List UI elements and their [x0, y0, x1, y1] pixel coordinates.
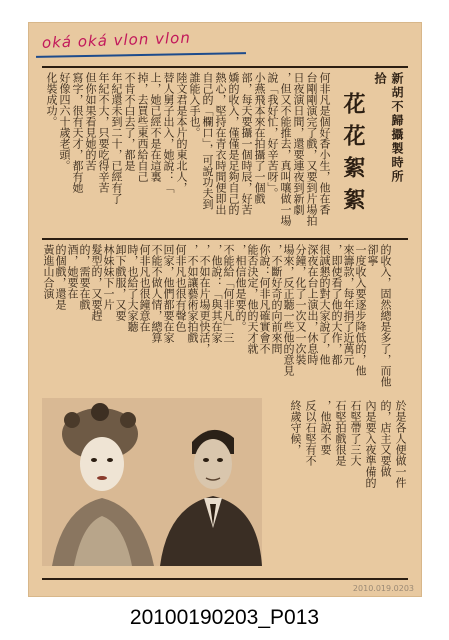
- article-title: 花花絮絮: [340, 92, 366, 220]
- article-byline: 新胡不歸攝製時所拾: [373, 72, 404, 184]
- bottom-rule: [42, 578, 408, 580]
- pencil-annotation: 2010.019.0203: [352, 584, 414, 593]
- article-b-column: 黃進山合演: [42, 244, 55, 299]
- article-b-column: 酒，她要在: [66, 244, 79, 299]
- article-b-column: 時，也給了大家聽: [126, 244, 139, 332]
- article-a-column: 化裝成功。: [45, 72, 58, 127]
- article-a-column: 小燕飛本來在拍攝了一個戲: [253, 72, 266, 204]
- article-a-column: 但你如果看見她的苦: [84, 72, 97, 171]
- article-b-column: ，不如讓藝術家拍戲: [186, 244, 199, 343]
- article-b-column: 分鐘，化了一次又一次裝: [294, 244, 307, 365]
- handwritten-scrawl: oká oká vlon vlon: [41, 28, 192, 52]
- top-rule: [42, 66, 408, 68]
- article-b-column: ，他說：「與其在家: [210, 244, 223, 343]
- article-b-column: 回家，他們都要在家: [162, 244, 175, 343]
- article-b-column: 林妹妹下一片: [102, 244, 115, 310]
- article-b-column: 一度收入要逐步降低的，他: [354, 244, 367, 376]
- article-b-column: 不能給「何非凡」三: [222, 244, 235, 343]
- article-a-column: 掉，去買些東西給自己: [136, 72, 149, 182]
- article-b-column: 能否決定，他的天才就: [246, 244, 259, 354]
- article-b-right-column: 反以石堅有不: [304, 400, 317, 466]
- article-b-column: ，相信他是要的。: [234, 244, 247, 332]
- article-b-column: 很誠懇的對大家說了，他: [318, 244, 331, 365]
- article-a-column: 好像四六十歲老頭。: [58, 72, 71, 171]
- document-page: [28, 22, 422, 597]
- article-a-column: 年紀不大，只要吃得辛苦: [97, 72, 110, 193]
- article-b-column: 你說：何非凡確實會不: [258, 244, 271, 354]
- article-b-column: 場來，反正聽一些他的意見: [282, 244, 295, 376]
- article-b-right-column: ，他說不要: [319, 400, 332, 455]
- article-b-column: 來籌款，每年捐了近萬元: [342, 244, 355, 365]
- photograph: [42, 398, 262, 566]
- article-b-right-column: 於是各人便做一件: [394, 400, 407, 488]
- article-b-column: 卸下戲服，又要: [114, 244, 127, 321]
- article-b-column: 的個戲，還是: [54, 244, 67, 310]
- article-a-column: 嬌的收入，僅僅是足夠自己的: [227, 72, 240, 215]
- article-b-column: ，不斷好奇的向前來問: [270, 244, 283, 354]
- article-b-column: ，不如在片場更快活，: [198, 244, 211, 354]
- article-b-column: 深夜在台上演出，休息時: [306, 244, 319, 365]
- article-b-column: 髮型的，又要趕: [90, 244, 103, 321]
- middle-rule: [42, 238, 408, 240]
- article-b-column: 的，需要在戲: [78, 244, 91, 310]
- article-b-right-column: 內是要入夜準備的: [364, 400, 377, 488]
- article-a-column: ，但又不能推去，真叫嚷做一場: [279, 72, 292, 226]
- article-a-column: 自己的「欄口」，可說功夫到: [201, 72, 214, 210]
- article-a-column: 何非凡是個好香小生，他在香: [318, 72, 331, 215]
- article-b-right-column: 石堅拍戲很是: [334, 400, 347, 466]
- article-a-column: 不肯不白去了，都是: [123, 72, 136, 171]
- article-b-column: 不能不做人情，總算: [150, 244, 163, 343]
- article-a-column: 說「我好忙，好辛苦呀」。: [266, 72, 279, 199]
- article-b-right-column: 石堅帶了三大: [349, 400, 362, 466]
- article-a-column: 日夜演日間，還要連夜到新劇: [292, 72, 305, 215]
- article-b-column: 何非凡也很鐘意在: [138, 244, 151, 332]
- article-b-column: 何非凡也很有聲色: [174, 244, 187, 332]
- article-a-column: 誰能入手也。: [188, 72, 201, 138]
- article-b-column: 的收入，固然總是多了，而他卻寧: [366, 244, 392, 387]
- article-a-column: 熱心，堅持在青衣時間便即出: [214, 72, 227, 215]
- article-b-right-column: 終歲守候，: [289, 400, 302, 455]
- article-a-column: 年紀還未到二十，已經有了: [110, 72, 123, 204]
- image-caption: 20100190203_P013: [129, 606, 320, 629]
- article-a-column: 替人舅子出入，她說：「: [162, 72, 175, 193]
- photo-figures: [42, 398, 262, 566]
- article-b-right-column: 的，店主又要做: [379, 400, 392, 477]
- article-a-column: 陸文君是本片的東北人，: [175, 72, 188, 193]
- article-a-column: 台剛剛演完了戲，又要到片場拍: [305, 72, 318, 226]
- article-a-column: 上，她已經不是在這裏: [149, 72, 162, 182]
- article-a-column: 部，每天要攝一個時辰，好苦: [240, 72, 253, 215]
- article-b-column: ，即使看了他的大作，都: [330, 244, 343, 365]
- article-a-column: 寫字，很有天才，都有她: [71, 72, 84, 193]
